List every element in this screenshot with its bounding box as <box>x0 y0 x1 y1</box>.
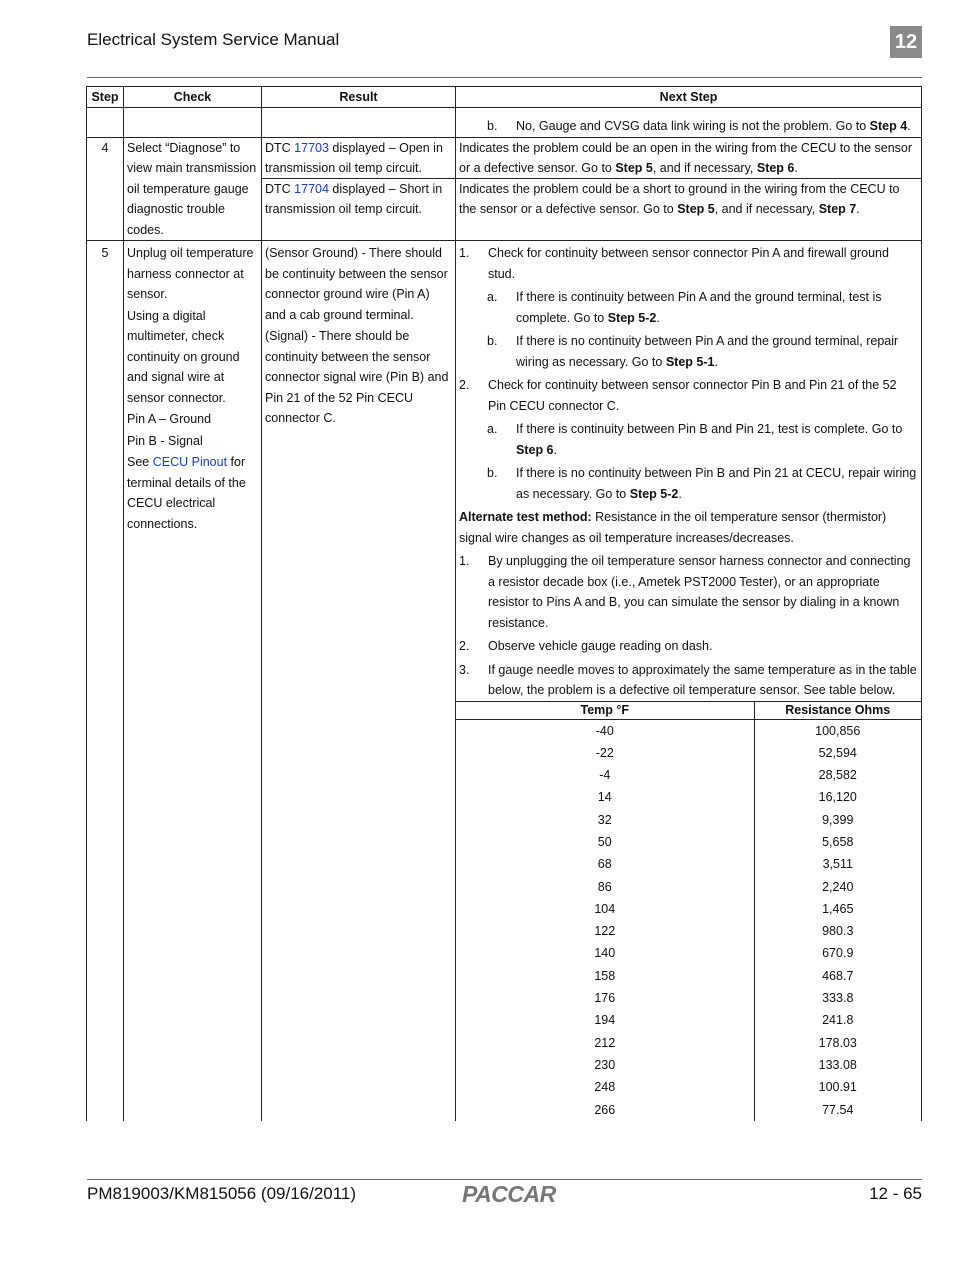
temp-cell: 248 <box>456 1076 754 1098</box>
resistance-cell: 16,120 <box>818 790 857 805</box>
list-item: 1. By unplugging the oil temperature sensor harness connector and connecting a resistor decade box (i.e., Ametek PST2000 Tester), or an appropriate resistor to Pins A and B, you can simulate the sensor by dialing in a known resistance. <box>459 554 911 630</box>
temp-cell: 266 <box>456 1099 754 1121</box>
resistance-cell: 980.3 <box>822 924 854 939</box>
table-row <box>456 809 921 831</box>
resistance-cell: 5,658 <box>822 834 854 849</box>
resistance-cell: 100.91 <box>818 1080 857 1095</box>
temp-cell: 194 <box>456 1009 754 1031</box>
next-step-cell <box>456 137 922 241</box>
temp-cell: -4 <box>456 764 754 786</box>
table-row <box>456 1076 921 1098</box>
result-cell <box>262 701 456 1121</box>
temp-cell: 68 <box>456 853 754 875</box>
cecu-pinout-link[interactable]: CECU Pinout <box>152 455 228 469</box>
table-row <box>456 920 921 942</box>
column-header-next-step: Next Step <box>456 87 922 108</box>
resistance-cell: 2,240 <box>822 879 854 894</box>
temp-cell: -22 <box>456 742 754 764</box>
document-id: PM819003/KM815056 (09/16/2011) <box>87 1184 357 1203</box>
result-cell: (Sensor Ground) - There should be continuity between the sensor connector ground wire (Pin A) and a cab ground terminal. (Signal) - There should be continuity between the sensor connector signal wire (Pin B) and Pin 21 of the 52 Pin CECU connector C. <box>262 241 456 702</box>
diagnostic-table <box>86 86 922 1121</box>
resistance-cell: 670.9 <box>822 946 854 961</box>
temp-cell: 212 <box>456 1032 754 1054</box>
table-row <box>87 701 922 1121</box>
table-row <box>456 965 921 987</box>
table-row <box>456 786 921 808</box>
resistance-cell: 241.8 <box>822 1013 854 1028</box>
table-row <box>456 1054 921 1076</box>
chapter-badge: 12 <box>890 26 922 58</box>
table-header-row <box>87 87 922 108</box>
table-row <box>456 987 921 1009</box>
list-item: a. If there is continuity between Pin A and the ground terminal, test is complete. Go to Step 5-2. <box>487 290 882 325</box>
temp-cell: 104 <box>456 898 754 920</box>
result-open: DTC 17703 displayed – Open in transmission oil temp circuit. <box>265 140 443 175</box>
list-item: b. No, Gauge and CVSG data link wiring is not the problem. Go to Step 4. <box>487 119 911 133</box>
resistance-cell: 3,511 <box>822 857 853 872</box>
step-number: 5 <box>87 241 124 702</box>
table-row <box>456 719 921 742</box>
svg-text:PACCAR: PACCAR <box>462 1182 556 1206</box>
step-number: 4 <box>87 137 124 241</box>
check-cell: Unplug oil temperature harness connector at sensor. Using a digital multimeter, check continuity on ground and signal wire at sensor connector. Pin A – Ground Pin B - Signal See CECU Pinout for terminal details of the CECU electrical connections. <box>124 241 262 702</box>
footer-rule <box>87 1179 922 1180</box>
table-row <box>456 898 921 920</box>
resistance-cell: 178.03 <box>818 1035 857 1050</box>
table-row <box>87 108 922 138</box>
column-header-step: Step <box>87 87 124 108</box>
dtc-link-17703[interactable]: 17703 <box>294 140 329 155</box>
table-row <box>456 1032 921 1054</box>
temp-cell: 32 <box>456 809 754 831</box>
temp-cell: 140 <box>456 942 754 964</box>
list-item: 2. Observe vehicle gauge reading on dash. <box>459 639 713 653</box>
result-cell <box>262 108 456 138</box>
check-cell <box>124 108 262 138</box>
resistance-cell: 1,465 <box>822 901 854 916</box>
table-row <box>456 1099 921 1121</box>
resistance-cell: 333.8 <box>822 991 854 1006</box>
next-step-cell <box>456 701 922 1121</box>
resistance-cell: 468.7 <box>822 968 854 983</box>
resistance-table <box>456 702 921 1121</box>
column-header-temp: Temp °F <box>456 702 754 720</box>
table-row <box>87 137 922 241</box>
temp-cell: 230 <box>456 1054 754 1076</box>
table-row <box>456 831 921 853</box>
column-header-result: Result <box>262 87 456 108</box>
table-row <box>456 1009 921 1031</box>
header-rule <box>87 77 922 78</box>
list-item: b. If there is no continuity between Pin B and Pin 21 at CECU, repair wiring as necessary. Go to Step 5-2. <box>487 466 917 501</box>
temp-cell: 14 <box>456 786 754 808</box>
resistance-cell: 9,399 <box>822 812 854 827</box>
table-row <box>456 764 921 786</box>
temp-cell: 50 <box>456 831 754 853</box>
table-row <box>456 742 921 764</box>
result-cell <box>262 137 456 241</box>
column-header-resistance: Resistance Ohms <box>754 702 921 720</box>
page-number: 12 - 65 <box>869 1184 922 1203</box>
list-item: 2. Check for continuity between sensor connector Pin B and Pin 21 of the 52 Pin CECU connector C. <box>459 378 897 413</box>
list-item: 1. Check for continuity between sensor connector Pin A and firewall ground stud. <box>459 246 889 281</box>
paccar-logo <box>461 1182 567 1211</box>
table-row <box>87 241 922 702</box>
table-row <box>456 942 921 964</box>
document-title: Electrical System Service Manual <box>87 30 340 49</box>
list-item: 3. If gauge needle moves to approximately the same temperature as in the table below, the problem is a defective oil temperature sensor. See table below. <box>459 662 917 697</box>
result-short: DTC 17704 displayed – Short in transmission oil temp circuit. <box>265 181 443 216</box>
resistance-cell: 77.54 <box>822 1102 854 1117</box>
next-step-short: Indicates the problem could be a short to ground in the wiring from the CECU to the sensor or a defective sensor. Go to Step 5, and if necessary, Step 7. <box>459 181 900 216</box>
next-step-cell <box>456 108 922 138</box>
column-header-check: Check <box>124 87 262 108</box>
next-step-cell <box>456 241 922 702</box>
check-cell: Select “Diagnose” to view main transmission oil temperature gauge diagnostic trouble codes. <box>124 137 262 241</box>
check-cell <box>124 701 262 1121</box>
temp-cell: -40 <box>456 719 754 742</box>
temp-cell: 158 <box>456 965 754 987</box>
dtc-link-17704[interactable]: 17704 <box>294 181 329 196</box>
table-row <box>456 853 921 875</box>
resistance-cell: 100,856 <box>815 723 861 738</box>
next-step-open: Indicates the problem could be an open in the wiring from the CECU to the sensor or a defective sensor. Go to Step 5, and if necessary, Step 6. <box>459 140 913 175</box>
step-cell <box>87 701 124 1121</box>
temp-cell: 86 <box>456 876 754 898</box>
temp-cell: 122 <box>456 920 754 942</box>
temp-cell: 176 <box>456 987 754 1009</box>
list-item: a. If there is continuity between Pin B and Pin 21, test is complete. Go to Step 6. <box>487 422 903 457</box>
resistance-cell: 133.08 <box>818 1057 857 1072</box>
resistance-cell: 52,594 <box>818 745 857 760</box>
list-item: b. If there is no continuity between Pin A and the ground terminal, repair wiring as necessary. Go to Step 5-1. <box>487 334 899 369</box>
step-cell <box>87 108 124 138</box>
table-row <box>456 876 921 898</box>
alternate-test-method: Alternate test method: Resistance in the oil temperature sensor (thermistor) signal wire changes as oil temperature increases/decreases. <box>459 510 887 545</box>
resistance-cell: 28,582 <box>818 768 857 783</box>
